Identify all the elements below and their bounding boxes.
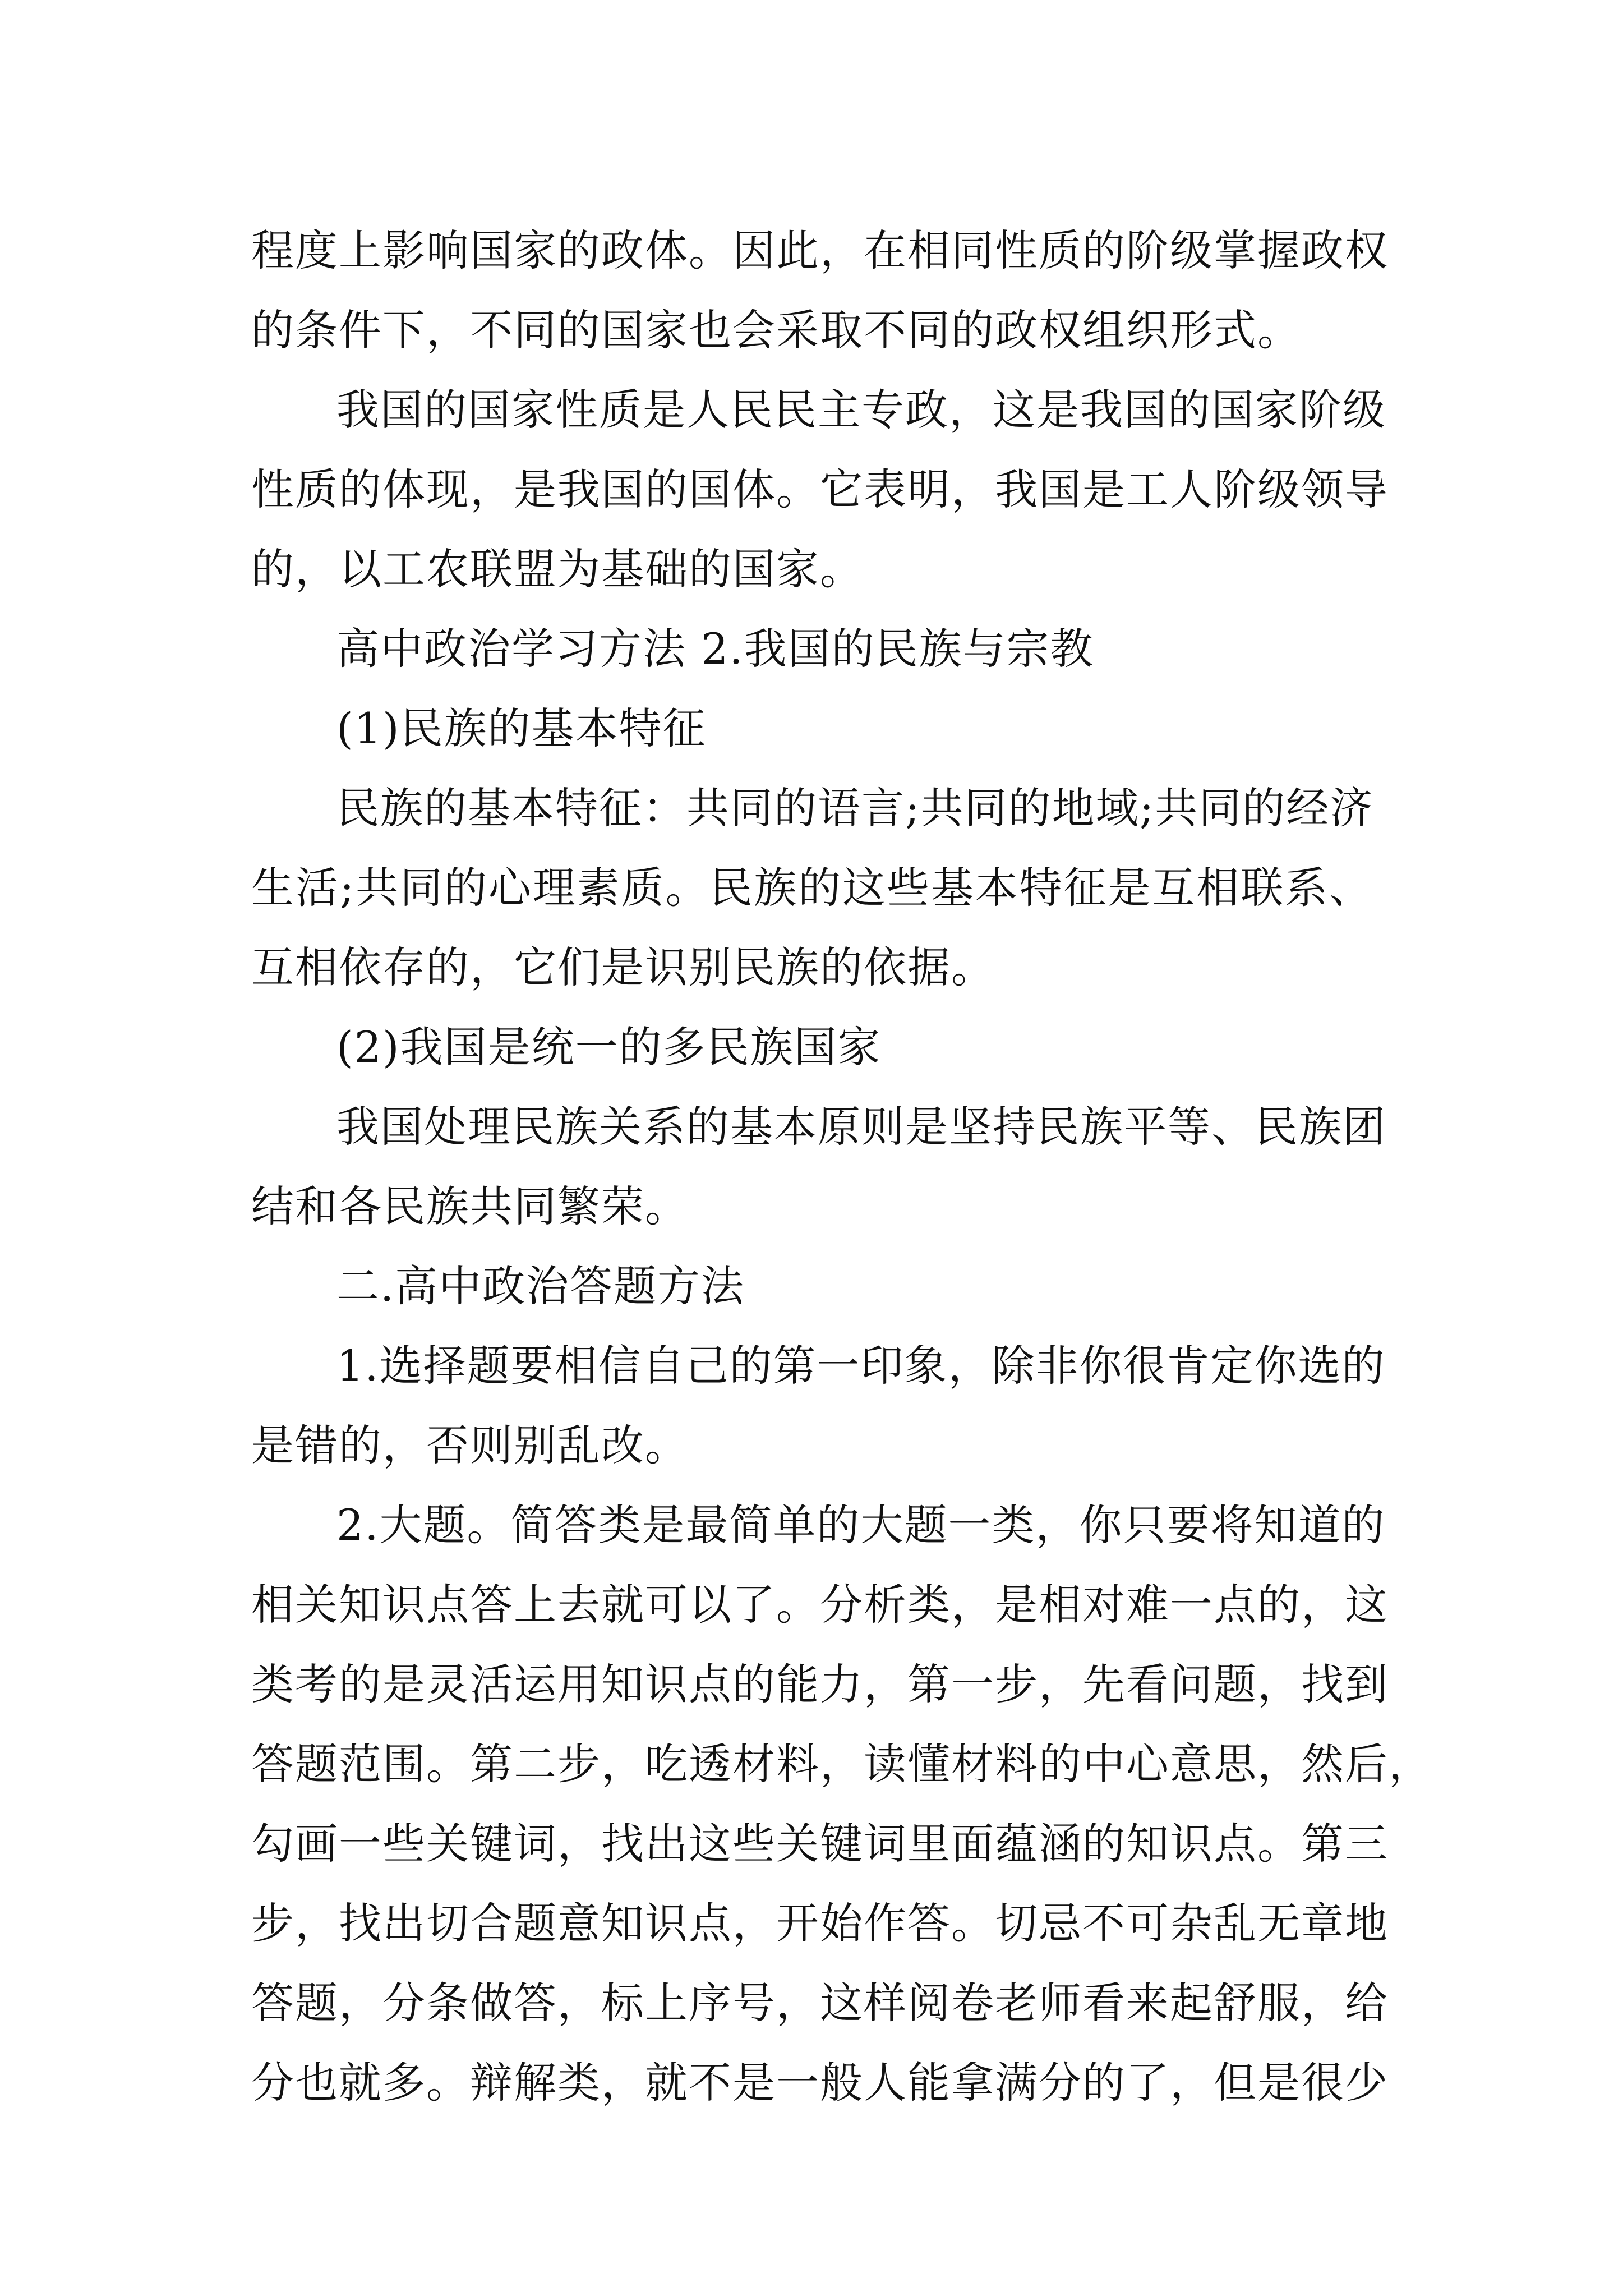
text-line: 类考的是灵活运用知识点的能力，第一步，先看问题，找到 (251, 1659, 1389, 1709)
paragraph-2 (251, 370, 1389, 609)
text-line: 结和各民族共同繁荣。 (251, 1181, 689, 1231)
text-line: 步，找出切合题意知识点，开始作答。切忌不可杂乱无章地 (251, 1898, 1389, 1948)
text-line: 1.选择题要相信自己的第一印象，除非你很肯定你选的 (336, 1341, 1386, 1391)
text-line: 是错的，否则别乱改。 (251, 1420, 689, 1470)
paragraph-1 (251, 211, 1389, 370)
text-line: 生活;共同的心理素质。民族的这些基本特征是互相联系、 (251, 863, 1373, 913)
subsection-heading: (2)我国是统一的多民族国家 (336, 1022, 882, 1072)
paragraph-6-subheading (251, 1007, 1373, 1087)
text-line: 相关知识点答上去就可以了。分析类，是相对难一点的，这 (251, 1580, 1389, 1630)
text-line: 民族的基本特征：共同的语言;共同的地域;共同的经济 (336, 783, 1374, 833)
text-line: 我国处理民族关系的基本原则是坚持民族平等、民族团 (336, 1102, 1386, 1152)
paragraph-5 (251, 769, 1373, 1007)
text-line: 我国的国家性质是人民民主专政，这是我国的国家阶级 (336, 385, 1386, 435)
text-line: 2.大题。简答类是最简单的大题一类，你只要将知道的 (336, 1500, 1386, 1550)
paragraph-4-subheading (251, 689, 1373, 769)
text-line: 的条件下，不同的国家也会采取不同的政权组织形式。 (251, 305, 1301, 355)
paragraph-3-heading (251, 609, 1373, 689)
text-line: 互相依存的，它们是识别民族的依据。 (251, 942, 995, 992)
text-line: 答题范围。第二步，吃透材料，读懂材料的中心意思，然后， (251, 1739, 1432, 1789)
text-line: 勾画一些关键词，找出这些关键词里面蕴涵的知识点。第三 (251, 1819, 1389, 1869)
paragraph-8-heading (251, 1246, 1373, 1326)
text-line: 的，以工农联盟为基础的国家。 (251, 544, 864, 594)
text-line: 答题，分条做答，标上序号，这样阅卷老师看来起舒服，给 (251, 1978, 1389, 2028)
text-line: 性质的体现，是我国的国体。它表明，我国是工人阶级领导 (251, 464, 1389, 514)
subsection-heading: (1)民族的基本特征 (336, 703, 707, 753)
text-line: 分也就多。辩解类，就不是一般人能拿满分的了，但是很少 (251, 2058, 1389, 2108)
text-line: 程度上影响国家的政体。因此，在相同性质的阶级掌握政权 (251, 226, 1389, 275)
paragraph-10 (251, 1485, 1432, 2123)
paragraph-9 (251, 1326, 1386, 1485)
section-heading: 高中政治学习方法 2.我国的民族与宗教 (336, 624, 1094, 674)
paragraph-7 (251, 1087, 1386, 1246)
document-body (251, 211, 1432, 2123)
section-heading: 二.高中政治答题方法 (336, 1261, 745, 1311)
